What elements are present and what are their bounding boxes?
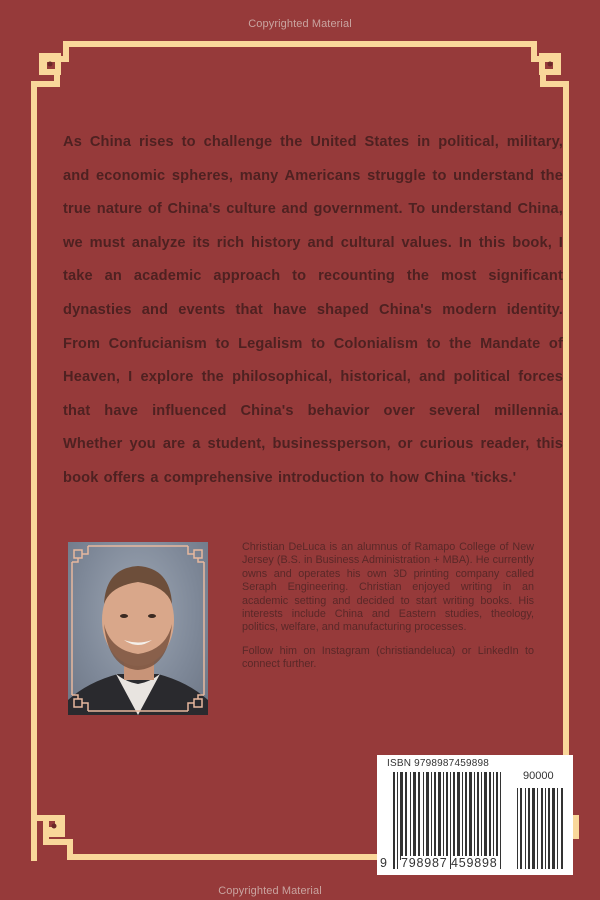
author-bio [242,541,534,682]
copyright-watermark-bottom: Copyrighted Material [218,885,322,897]
copyright-watermark-top: Copyrighted Material [248,18,352,30]
author-bio-text: Christian DeLuca is an alumnus of Ramapo College of New Jersey (B.S. in Business Administration + MBA). He currently owns and operates his own 3D printing company called Seraph Engineering. Christian enjoyed writing in an academic setting and decided to start writing books. His interests include China and Eastern studies, theology, politics, welfare, and manufacturing processes. [242,541,534,634]
author-follow-text: Follow him on Instagram (christiandeluca) or LinkedIn to connect further. [242,644,534,671]
barcode-digits-group1: 798987 [401,856,448,870]
price-addon-label: 90000 [523,770,554,782]
barcode-digit-first: 9 [380,856,388,870]
isbn-label: ISBN 9798987459898 [387,758,490,769]
book-description: As China rises to challenge the United States in political, military, and economic spheres, many Americans struggle to understand the true nature of China's culture and government. To understand China, we must analyze its rich history and cultural values. In this book, I take an academic approach to recounting the most significant dynasties and events that have shaped China's modern identity. From Confucianism to Legalism to Colonialism to the Mandate of Heaven, I explore the philosophical, historical, and political forces that have influenced China's behavior over several millennia. Whether you are a student, businessperson, or curious reader, this book offers a comprehensive introduction to how China 'ticks.' [63,134,563,486]
photo-frame [68,542,208,715]
barcode-digits-group2: 459898 [451,856,498,870]
author-photo [68,542,208,715]
isbn-barcode [377,755,573,875]
